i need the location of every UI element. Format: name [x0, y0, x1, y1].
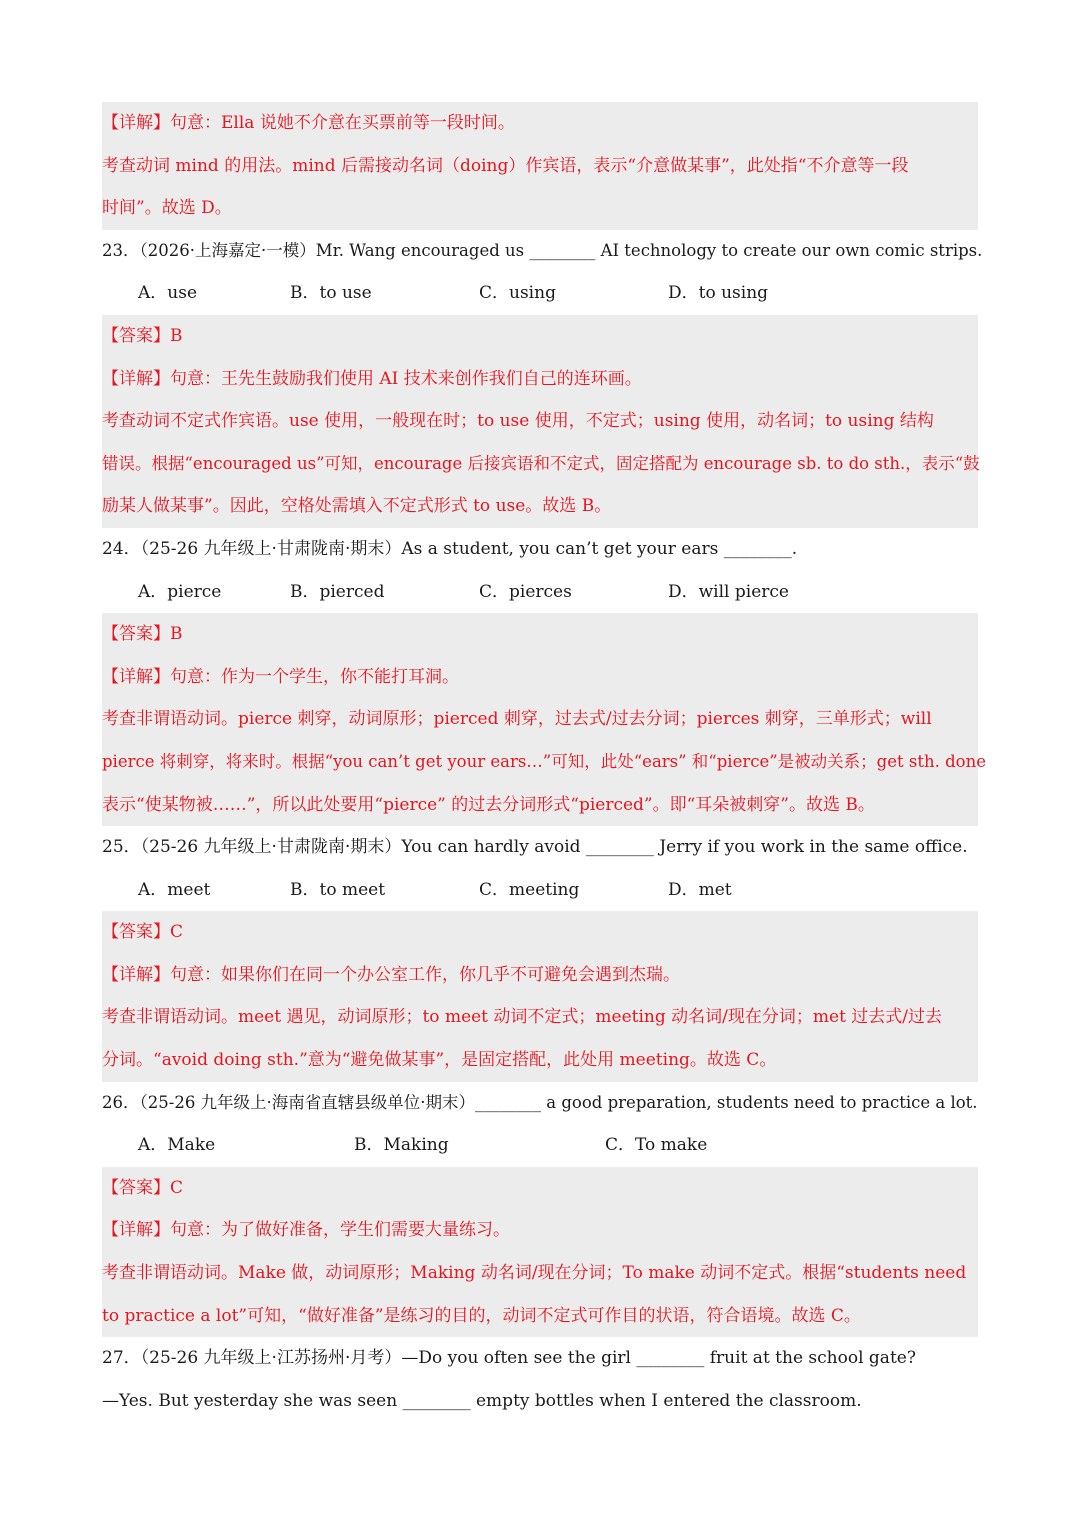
q22-detail: 【详解】句意：Ella 说她不介意在买票前等一段时间。 [102, 102, 978, 145]
q25-options [102, 869, 988, 912]
q25-option-c: C．meeting [479, 879, 580, 900]
q26-option-c: C．To make [605, 1135, 708, 1156]
q22-analysis-line-1: 考查动词 mind 的用法。mind 后需接动名词（doing）作宾语，表示“介意做某事”，此处指“不介意等一段 [102, 145, 978, 188]
q24-stem: 24．（25-26 九年级上·甘肃陇南·期末）As a student, you can’t get your ears ________. [102, 538, 798, 559]
q24-option-d: D．will pierce [668, 581, 789, 602]
q25-detail: 【详解】句意：如果你们在同一个办公室工作，你几乎不可避免会遇到杰瑞。 [102, 954, 978, 997]
q24-option-b: B．pierced [290, 581, 385, 602]
q25-option-a: A．meet [138, 879, 211, 900]
q23-analysis-line-2: 错误。根据“encouraged us”可知，encourage 后接宾语和不定式，固定搭配为 encourage sb. to do sth.，表示“鼓 [102, 443, 978, 486]
q23-option-c: C．using [479, 283, 556, 304]
q25-analysis-line-1: 考查非谓语动词。meet 遇见，动词原形；to meet 动词不定式；meeting 动名词/现在分词；met 过去式/过去 [102, 996, 978, 1039]
q23-options [102, 272, 988, 315]
q23-analysis-line-3: 励某人做某事”。因此，空格处需填入不定式形式 to use。故选 B。 [102, 485, 978, 528]
q26-analysis-line-2: to practice a lot”可知，“做好准备”是练习的目的，动词不定式可作目的状语，符合语境。故选 C。 [102, 1295, 978, 1338]
q23-answer: 【答案】B [102, 315, 978, 358]
q26-option-a: A．Make [138, 1135, 216, 1156]
q23-stem: 23．（2026·上海嘉定·一模）Mr. Wang encouraged us ________ AI technology to create our own comic strips. [102, 240, 983, 260]
q24-analysis-line-2: pierce 将刺穿，将来时。根据“you can’t get your ears…”可知，此处“ears” 和“pierce”是被动关系；get sth. done [102, 741, 978, 784]
q25-answer: 【答案】C [102, 911, 978, 954]
q24-option-a: A．pierce [138, 581, 222, 602]
q24-options [102, 571, 988, 614]
q26-detail: 【详解】句意：为了做好准备，学生们需要大量练习。 [102, 1209, 978, 1252]
q24-option-c: C．pierces [479, 581, 572, 602]
q25-stem: 25．（25-26 九年级上·甘肃陇南·期末）You can hardly avoid ________ Jerry if you work in the same office. [102, 837, 968, 858]
q23-analysis-line-1: 考查动词不定式作宾语。use 使用，一般现在时；to use 使用，不定式；using 使用，动名词；to using 结构 [102, 400, 978, 443]
q24-answer: 【答案】B [102, 613, 978, 656]
q23-option-b: B．to use [290, 283, 372, 304]
q24-analysis-line-3: 表示“使某物被……”，所以此处要用“pierce” 的过去分词形式“pierced”。即“耳朵被刺穿”。故选 B。 [102, 784, 978, 827]
q25-option-b: B．to meet [290, 879, 386, 900]
q25-option-d: D．met [668, 879, 732, 900]
q26-analysis-line-1: 考查非谓语动词。Make 做，动词原形；Making 动名词/现在分词；To make 动词不定式。根据“students need [102, 1252, 978, 1295]
q23-option-a: A．use [138, 283, 198, 304]
q25-analysis-line-2: 分词。“avoid doing sth.”意为“避免做某事”，是固定搭配，此处用 meeting。故选 C。 [102, 1039, 978, 1082]
q24-detail: 【详解】句意：作为一个学生，你不能打耳洞。 [102, 656, 978, 699]
q27-stem: 27．（25-26 九年级上·江苏扬州·月考）—Do you often see the girl ________ fruit at the school gate? [102, 1348, 916, 1369]
q23-detail: 【详解】句意：王先生鼓励我们使用 AI 技术来创作我们自己的连环画。 [102, 358, 978, 401]
q26-answer: 【答案】C [102, 1167, 978, 1210]
document-page [102, 102, 988, 1422]
q24-analysis-line-1: 考查非谓语动词。pierce 刺穿，动词原形；pierced 刺穿，过去式/过去分词；pierces 刺穿，三单形式；will [102, 698, 978, 741]
q23-option-d: D．to using [668, 283, 769, 304]
q22-analysis-line-2: 时间”。故选 D。 [102, 187, 978, 230]
q26-stem: 26．（25-26 九年级上·海南省直辖县级单位·期末）________ a good preparation, students need to practice a lot. [102, 1092, 978, 1112]
q26-options [102, 1124, 988, 1167]
q26-option-b: B．Making [354, 1135, 449, 1156]
q27-line-2: —Yes. But yesterday she was seen ________ empty bottles when I entered the classroom. [102, 1390, 862, 1411]
